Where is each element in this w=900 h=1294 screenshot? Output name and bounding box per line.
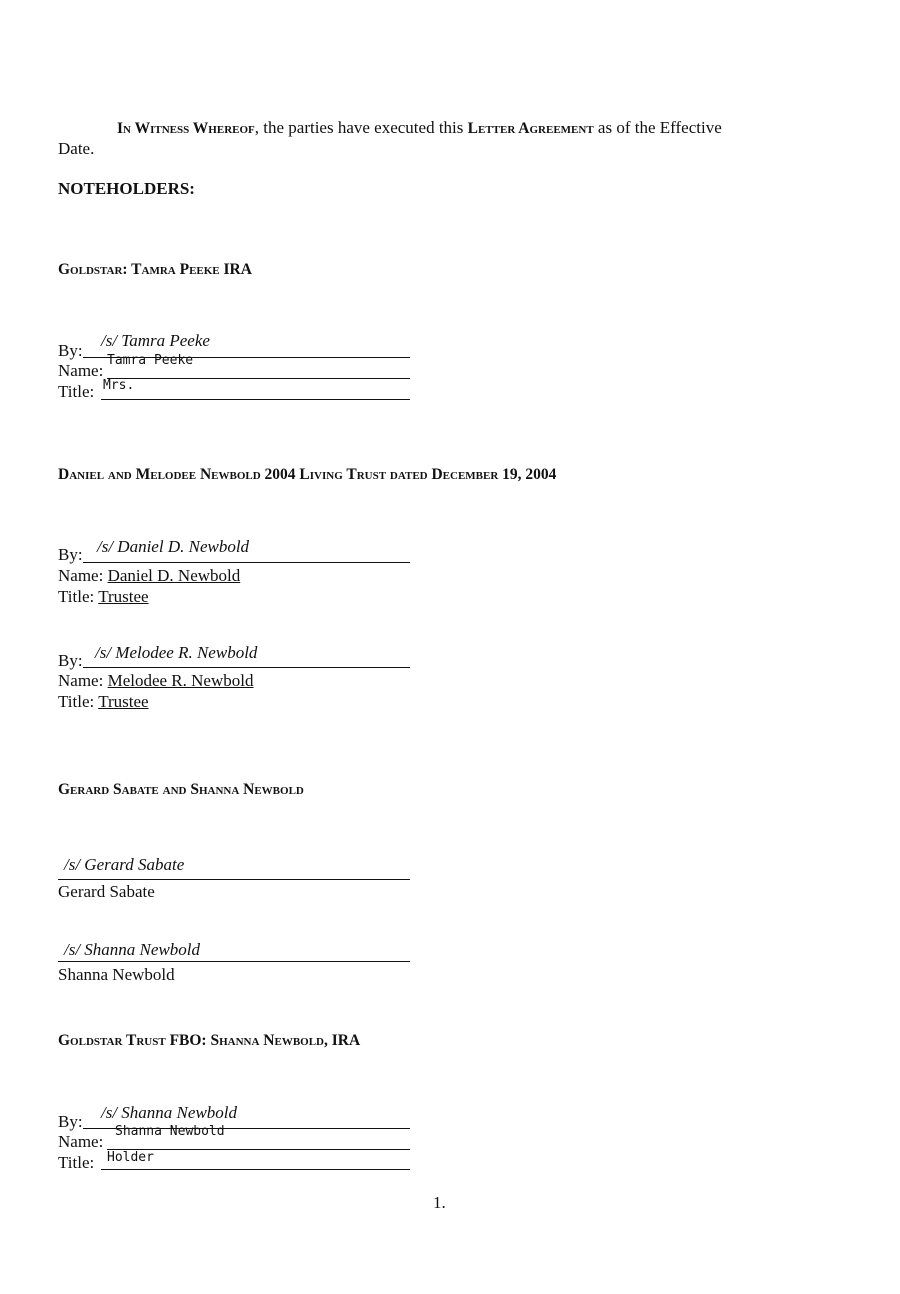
name-value: Daniel D. Newbold xyxy=(107,566,241,585)
intro-text-3: Date. xyxy=(58,139,95,158)
title-value: Trustee xyxy=(98,692,149,711)
signature-line xyxy=(58,961,410,962)
section-heading: Goldstar Trust FBO: Shanna Newbold, IRA xyxy=(58,1032,361,1049)
intro-lead-1: In Witness Whereof xyxy=(117,120,255,137)
name-label: Name: xyxy=(58,671,104,690)
name-label: Name: xyxy=(58,566,104,585)
name-label: Name: xyxy=(58,361,104,380)
name-row xyxy=(58,671,253,691)
name-value: Melodee R. Newbold xyxy=(107,671,254,690)
signer-name: Shanna Newbold xyxy=(58,965,175,984)
signature: /s/ Melodee R. Newbold xyxy=(95,643,258,662)
title-row xyxy=(58,692,149,712)
section-heading: Goldstar: Tamra Peeke IRA xyxy=(58,261,252,278)
name-row xyxy=(58,566,240,586)
intro-text-2: as of the Effective xyxy=(593,118,722,137)
page-number: 1. xyxy=(433,1193,446,1212)
signature: /s/ Shanna Newbold xyxy=(64,940,201,959)
signature: /s/ Shanna Newbold xyxy=(101,1103,238,1122)
signature-line xyxy=(83,667,410,668)
title-label: Title: xyxy=(58,587,95,606)
name-line xyxy=(107,378,410,379)
section-heading: Daniel and Melodee Newbold 2004 Living Trust dated December 19, 2004 xyxy=(58,466,557,483)
title-value: Holder xyxy=(107,1150,154,1165)
title-value: Trustee xyxy=(98,587,149,606)
signature-line xyxy=(83,562,410,563)
title-line xyxy=(101,1169,410,1170)
by-label: By: xyxy=(58,545,83,564)
title-row xyxy=(58,587,149,607)
by-label: By: xyxy=(58,1112,83,1131)
section-heading: Gerard Sabate and Shanna Newbold xyxy=(58,781,304,798)
signature: /s/ Tamra Peeke xyxy=(101,331,210,350)
title-label: Title: xyxy=(58,1153,95,1172)
by-label: By: xyxy=(58,651,83,670)
title-line xyxy=(101,399,410,400)
name-value: Shanna Newbold xyxy=(115,1124,225,1139)
intro-text-1: , the parties have executed this xyxy=(254,118,468,137)
title-label: Title: xyxy=(58,692,95,711)
signature: /s/ Daniel D. Newbold xyxy=(97,537,250,556)
by-label: By: xyxy=(58,341,83,360)
signer-name: Gerard Sabate xyxy=(58,882,155,901)
name-label: Name: xyxy=(58,1132,104,1151)
signature: /s/ Gerard Sabate xyxy=(64,855,185,874)
intro-lead-2: Letter Agreement xyxy=(467,120,594,137)
name-value: Tamra Peeke xyxy=(107,353,194,368)
title-label: Title: xyxy=(58,382,95,401)
title-value: Mrs. xyxy=(103,378,135,393)
signature-line xyxy=(58,879,410,880)
intro-paragraph xyxy=(117,118,722,139)
noteholders-heading: NOTEHOLDERS: xyxy=(58,179,195,198)
